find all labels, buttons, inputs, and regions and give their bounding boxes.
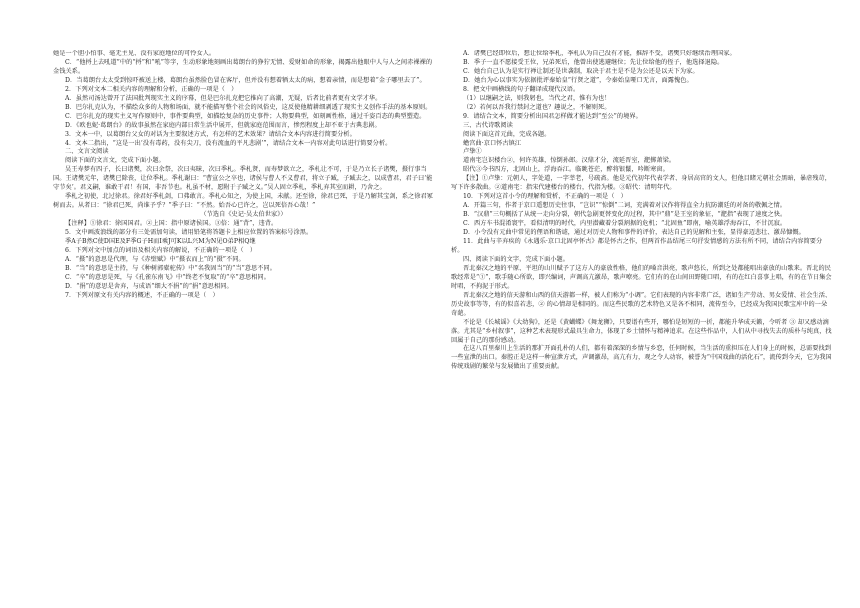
right-column-paragraph: 阅读下面这首元曲，完成各题。 [463,130,551,138]
right-column-paragraph: 10．下列对这首小令的理解和赏析，不正确的一项是（ ） [463,193,627,201]
right-column-paragraph: 不论是《长城谣》《大幼狗》，还是《黄蝴蝶》《舞龙狮》，只要谱有些开，哪怕是短短的一折，都能升华成天籁，令听者 ③ 却又感动滴落。尤其是“乡村叙事”，这种艺术表现形式最具生命力，体现了乡土情怀与精神追求。在这些作品中，人们从中寻找失去的质朴与纯真，找回属于自己的那份感动。 [451,318,832,344]
left-column-paragraph: 7．下列对原文有关内容的概述，不正确的一项是（ ） [65,291,219,299]
right-column-paragraph: B．季子一直不愿接受王位，兄弟死后，他曾出使逃避继位；先让位给他的侄子，他选择退隐。 [463,58,724,66]
left-column-paragraph: A．“摄”的意思是代理，与《赤壁赋》中“摄衣而上”的“摄”不同。 [65,255,245,263]
right-column-paragraph: 四、阅读下面的文字，完成下面小题。 [463,255,570,263]
left-column-paragraph: A．虽然司汤达曾开了法国批判现实主义的序幕，但是巴尔扎克把它推向了高潮，无疑，后者比前者更有文学才华。 [65,94,382,102]
left-column [53,50,434,602]
left-column-paragraph: B．“当”的意思是主持，与《种树郭橐驼传》中“名我固当”的“当”意思不同。 [65,264,276,272]
left-column-paragraph: D．当葛朗台太太受到惊吓被送上楼，葛朗台虽然脸色冒在客厅，但并没有想着牺太太的病，想着亲情，而是想着“金子哪里去了”。 [65,76,426,84]
right-column-paragraph: 8．把文中画横线的句子翻译成现代汉语。 [463,85,580,93]
right-column-paragraph: 蟾宫曲·京口怀古镇江 [463,139,522,147]
left-column-paragraph: 2．下列对文本二相关内容的理解和分析，正确的一项是（ ） [65,85,238,93]
right-column-paragraph: 晋北秦汉之地的平原、平坦的山川赋予了这方人的豪放性格，他们的嗓音洪亮，歌声悠长，所到之处都能唱出豪放的山歌来。晋北的民歌经常是“①”，歌手随心所欲，即兴编词，声调高亢激昂，歌声嘹亮。它们有的在山间田野随口唱，有的在红白喜事上唱，有的在节日集会时唱，不拘泥于形式。 [451,264,832,290]
right-column-paragraph: A．诸樊已经即位后，想让位给季札，季札认为自己没有才能，推辞不受，诸樊只好继续治理国家。 [463,50,736,57]
right-column-paragraph: 卢挚① [463,148,482,156]
left-column-paragraph: 季A子B然C使D国E及F季G子H而I乘J可K以L兴M为N见O弟P相Q继 [65,238,256,246]
left-column-paragraph: 5．文中画波浪线的部分有三处需加句读，请用铅笔将答题卡上相应位置的答案标号涂黑。 [65,229,313,237]
left-column-paragraph: 阅读下面的文言文，完成下面小题。 [65,157,165,165]
left-column-paragraph: C．“他捋上去吼道”中的“捋”和“吼”等字，生动形象地刻画出葛朗台的狰狞无情、爱财如命的形象，揭露出他眼中人与人之间赤裸裸的金钱关系。 [53,58,433,75]
right-column-paragraph: 晋北秦汉之地的信天游和山西的信天游都一样，被人们称为“小调”。它们表现的内容非常广泛，诸如生产劳动、男女爱情、社会生活、历史故事等等，有的似喜若悲，② 的心情却是相同的。而这些民歌的艺术特色又是各不相同，流传至今，已经成为我国民歌宝库中的一朵奇葩。 [451,291,832,317]
right-column-paragraph: B．“汉鼎”三句概括了从统一走向分裂，朝代急剧更替变化的过程，其中“鼎”是王室的象征，“淝指”表现了速度之快。 [463,211,787,219]
right-column-paragraph: 在这八百里秦川上生活的那扩开面孔朴的人们，都有着深深的乡情与乡恋，任何时候，当生活的重担压在人们身上的时候，总需要找到一些宣泄的出口。秦腔正是这样一种宣泄方式，声调激昂，高亢有力，观之令人动容，被誉为“中国戏曲的活化石”，流传到今天，它为我国传统戏剧的繁荣与发展做出了重要贡献。 [451,345,832,371]
left-column-paragraph: D．《欧也妮·葛朗台》的故事虽然在家庭内部日常生活中展开，但就家庭范围而言，惨烈程度上却不亚于古典悲剧。 [65,121,381,129]
right-column-paragraph: D．小令没有元曲中常见的俚语和谐谑，通过对历史人物和事件的评价，表达自己的见解和主张，显得豪迈悲壮、激昂慷慨。 [463,229,805,237]
right-column-paragraph: 9．请结合文本，简要分析出国君怎样做才能达到“至公”的境界。 [463,112,642,120]
left-column-paragraph: 二、文言文阅读 [65,148,109,156]
right-column-paragraph: 11．此曲与辛弃疾的《永遇乐·京口北固亭怀古》都是怀古之作，但两首作品结尾三句抒发情感的方法有所不同，请结合内容简要分析。 [451,238,823,254]
right-column-paragraph: 三、古代诗歌阅读 [463,121,513,129]
right-column-paragraph: C．她台自己认为是实行禅让制还是世袭制，取决于君主是不是为公还是以天下为家。 [463,67,699,75]
left-column-paragraph: 4．文本二指出，“这是一出‘没有毒药，没有尖刀，没有流血的平凡悲剧’”，请结合文本一内容对此句话进行简要分析。 [65,139,392,147]
left-column-paragraph: 吴王寿梦有四子，长曰诸樊，次曰余祭，次曰夷昧，次曰季札。季札贤，而寿梦欲立之，季札让不可，于是乃立长子诸樊，摄行事当国。王诸樊元年，诸樊已除丧，让位季札。季札谢曰：“曹宣公之卒也，诸侯与曹人不义曹君，将立子臧，子臧去之，以成曹君，君子曰‘能守节矣’。君义嗣，谁敢干君！有国，非吾节也。札虽不材，愿附于子臧之义。”吴人固立季札，季札弃其室而耕，乃舍之。 [53,166,433,192]
left-column-paragraph: 【注释】①徐君：徐国国君。②上国：指中原诸侯国。③倍：通“背”，违背。 [65,220,278,228]
right-column-paragraph: 【注】①卢挚：元朝人，字处道，一字莘老，号疏斋。他是元代初年代表学者、身居高官的文人，但他目睹元朝社会黑暗，暴虐残苛，写下许多散曲。②道南宅：指宋代建楼台的楼台，代指为楼。③昭代：清明年代。 [451,175,832,192]
left-column-paragraph: C．巴尔扎克的现实主义写作原则中，事件要典型，如描绘复杂的历史事件；人物要典型，如刻画性格，通过千姿百态的典型塑造。 [65,112,426,120]
left-column-paragraph: B．巴尔扎克认为，不描绘众多的人物和场面，就不能描写整个社会的风俗史，这反使他精耕细剥透了现实主义创作手法的基本原则。 [65,103,432,111]
right-column-paragraph: 道南宅岂识楼台②，何许英雄，惊倒孙郎。汉鼎才分，流延晋室，淝掷萧梁。 [463,157,676,165]
right-column-paragraph: C．西方车书混淆寰宇，看似清明的时代，内里潜藏着分裂割据的危机；“北固鱼”即南，喻英雄浮海吞江，不甘沉寂。 [463,220,787,228]
right-column-paragraph: （2）若何以吾我行禁封之道也？趣说之，不解则死。 [463,103,611,111]
left-column-paragraph: C．“卒”的意思是死，与《孔雀东南飞》中“终老不复取”的“卒”意思相同。 [65,273,270,281]
left-column-paragraph: 她是一个胆小怕事、毫无主见、没有家庭地位的可怜女人。 [53,50,216,57]
right-column-paragraph: A．开篇三句，作者于京口遥想历史往事，“岂识”“惊倒”二词，充满着对汉作将得直全力抗防潮廷的对备的敬佩之情。 [463,202,787,210]
left-column-paragraph: （节选自《史记·吴太伯世家》） [200,211,287,219]
right-column-paragraph: （1）以继嗣之法，则我躬也，当代之君，惟有为也！ [463,94,611,102]
left-column-paragraph: D．“捐”的意思是舍弃，与成语“细大不捐”的“捐”意思相同。 [65,282,233,290]
left-column-paragraph: 6．下列对文中加点的词语及相关内容的解说，不正确的一项是（ ） [65,246,257,254]
right-column-paragraph: D．她台为心以事实为依据批评秦始皇“行贤之道”，令秦始皇哑口无言，面露愧色。 [463,76,693,84]
right-column-paragraph: 昭代③今书四方，北固山上，浮海吞江。临眺苍茫，醉将银鬣，吟断寒窗。 [463,166,669,174]
left-column-paragraph: 3．文本一中，以葛朗台父女的对话为主要叙述方式，有怎样的艺术效果？请结合文本内容进行简要分析。 [65,130,356,138]
left-column-paragraph: 季札之初使，北过徐君。徐君好季札剑，口弗敢言。季札心知之，为使上国，未献。还至徐，徐君已死，于是乃解其宝剑，系之徐君冢树而去。从者曰：“徐君已死，尚谁予乎？”季子曰：“不然。始吾心已许之，岂以死倍吾心哉！” [53,193,434,210]
right-column [451,50,832,602]
